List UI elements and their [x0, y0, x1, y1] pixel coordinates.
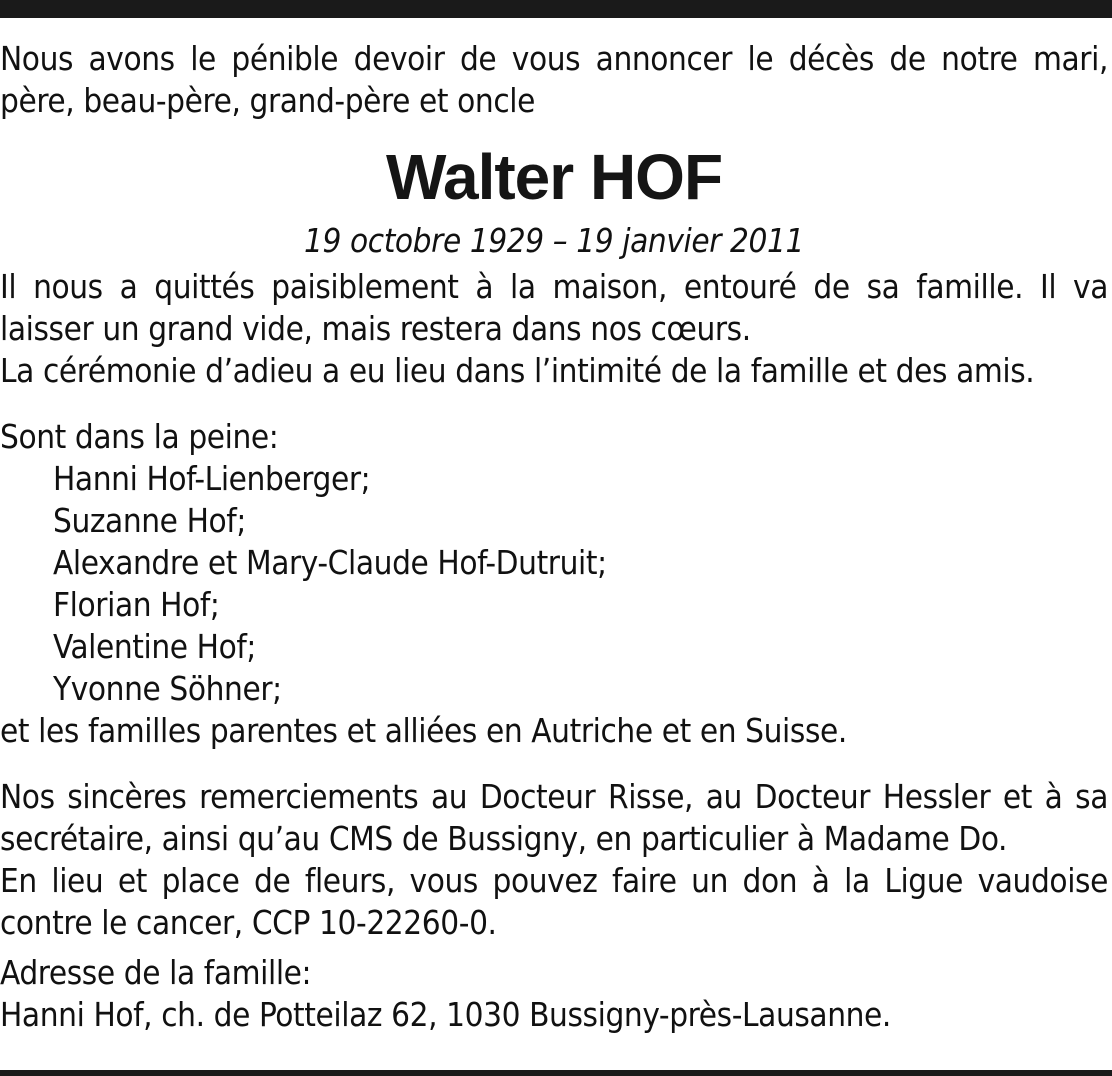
section-spacer: [0, 392, 1108, 416]
mourner-name: Hanni Hof-Lienberger;: [53, 459, 371, 498]
obituary-notice: [0, 38, 1108, 1036]
family-address: Hanni Hof, ch. de Potteilaz 62, 1030 Bussigny-près-Lausanne.: [0, 995, 891, 1034]
address-label: Adresse de la famille:: [0, 953, 312, 992]
bottom-border-rule: [0, 1070, 1112, 1076]
mourners-heading: Sont dans la peine:: [0, 417, 279, 456]
mourner-name: Alexandre et Mary-Claude Hof-Dutruit;: [53, 543, 607, 582]
thanks-paragraph: Nos sincères remerciements au Docteur Risse, au Docteur Hessler et à sa secrétaire, ainsi qu’au CMS de Bussigny, en particulier à Madame Do.: [0, 777, 1108, 858]
section-spacer: [0, 752, 1108, 776]
deceased-name: Walter HOF: [385, 141, 723, 213]
mourner-name: Yvonne Söhner;: [53, 669, 282, 708]
passing-paragraph: Il nous a quittés paisiblement à la maison, entouré de sa famille. Il va laisser un grand vide, mais restera dans nos cœurs.: [0, 267, 1108, 348]
mourners-closing: et les familles parentes et alliées en Autriche et en Suisse.: [0, 711, 847, 750]
donation-paragraph: En lieu et place de fleurs, vous pouvez faire un don à la Ligue vaudoise contre le cancer, CCP 10-22260-0.: [0, 861, 1108, 942]
top-border-rule: [0, 0, 1112, 18]
life-dates: 19 octobre 1929 – 19 janvier 2011: [304, 221, 804, 260]
intro-text: Nous avons le pénible devoir de vous annoncer le décès de notre mari, père, beau-père, grand-père et oncle: [0, 39, 1108, 120]
mourner-name: Florian Hof;: [53, 585, 220, 624]
mourner-name: Suzanne Hof;: [53, 501, 246, 540]
mourner-name: Valentine Hof;: [53, 627, 257, 666]
section-spacer: [0, 944, 1108, 952]
ceremony-paragraph: La cérémonie d’adieu a eu lieu dans l’intimité de la famille et des amis.: [0, 351, 1035, 390]
